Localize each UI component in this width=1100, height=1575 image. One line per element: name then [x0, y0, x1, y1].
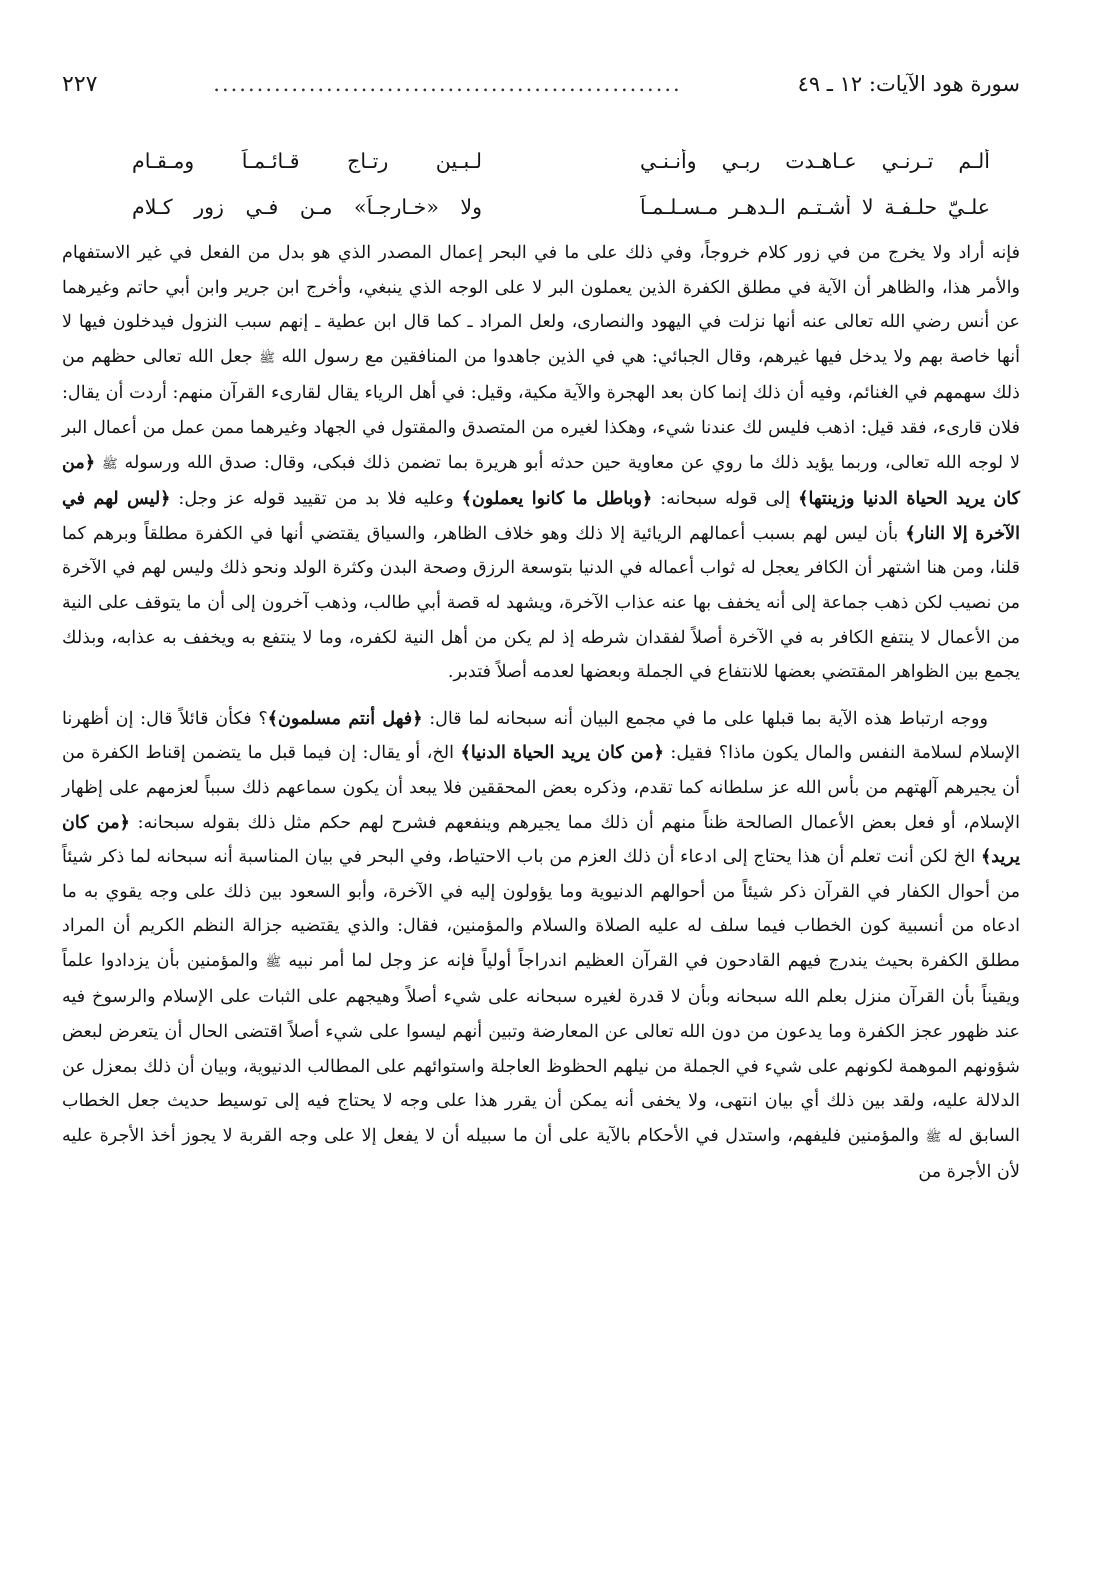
quran-quote: ﴿من كان يريد﴾ — [62, 811, 1020, 868]
body-text — [62, 236, 1020, 1190]
text-run: والمؤمنين بأن يزدادوا علماً ويقيناً بأن القرآن منزل بعلم الله سبحانه وبأن لا قدرة لغيره سبحانه على شيء أصلاً وهيجهم على الثبات على الإسلام والرسوخ فيه عند ظهور عجز الكفرة وما يدعون من دون الله تعالى عن المعارضة وتبين أنهم ليسوا على شيء أصلاً اقتضى الحال أن يتعرض لبعض شؤونهم الموهمة لكونهم على شيء في الجملة من نيلهم الحظوظ العاجلة واستوائهم على المطالب الدنيوية، وبيان أن ذلك بمعزل عن الدلالة عليه، ولقد بين ذلك أي بيان انتهى، ولا يخفى أنه يمكن أن يقرر هذا على وجه لا يحتاج فيه إلى توسيط حديث جعل الخطاب السابق له — [62, 950, 1021, 1146]
chapter-title: سورة هود الآيات: ١٢ ـ ٤٩ — [797, 72, 1020, 96]
verse-2-second-hemistich: ولا «خـارجـاً» مـن فـي زور كـلام — [132, 195, 482, 219]
verse-2-first-hemistich: علـيّ حلـفـة لا أشـتـم الـدهـر مـسـلـمـاً — [640, 195, 990, 219]
text-run: إلى قوله سبحانه: — [660, 489, 791, 510]
page-number: ٢٢٧ — [62, 72, 98, 97]
verse-1-second-hemistich: لـبـين رتـاج قـائـمـاً ومـقـام — [132, 149, 482, 173]
salutation-symbol: ﷺ — [259, 350, 275, 366]
quran-quote: ﴿وباطل ما كانوا يعملون﴾ — [461, 488, 653, 510]
text-run: وعليه فلا بد من تقييد قوله عز وجل: — [178, 489, 454, 510]
verse-1-first-hemistich: ألـم تـرنـي عـاهـدت ربـي وأنـنـي — [640, 149, 990, 173]
poem — [62, 138, 1020, 230]
quran-quote: ﴿من كان يريد الحياة الدنيا وزينتها﴾ — [62, 451, 1021, 510]
verse-1 — [62, 138, 1020, 184]
text-run: ووجه ارتباط هذه الآية بما قبلها على ما في مجمع البيان أنه سبحانه لما قال: — [429, 708, 988, 729]
quran-quote: ﴿ليس لهم في الآخرة إلا النار﴾ — [62, 488, 1021, 544]
running-header — [62, 72, 1020, 112]
text-run: جعل الله تعالى حظهم من ذلك سهمهم في الغنائم، وفيه أن ذلك إنما كان بعد الهجرة والآية مكية، وقيل: في أهل الرياء يقال لقارىء القرآن منهم: أردت أن يقال: فلان قارىء، فقد قيل: اذهب فليس لك عندنا شيء، وهكذا لغيره من المتصدق والمقتول في الجهاد وغيرهما ممن عمل من أعمال البر لا لوجه الله تعالى، وربما يؤيد ذلك ما روي عن معاوية حين حدثه أبو هريرة بما تضمن ذلك فبكى، وقال: صدق الله ورسوله — [62, 346, 1021, 473]
paragraph-1 — [62, 236, 1020, 690]
quran-quote: ﴿فهل أنتم مسلمون﴾ — [267, 707, 423, 729]
verse-2 — [62, 184, 1020, 230]
quran-quote: ﴿من كان يريد الحياة الدنيا﴾ — [460, 742, 664, 764]
paragraph-2 — [62, 702, 1020, 1190]
text-run: الخ لكن أنت تعلم أن هذا يحتاج إلى ادعاء أن ذلك العزم من باب الاحتياط، وفي البحر في بيان المناسبة أنه سبحانه لما ذكر شيئاً من أحوال الكفار في القرآن ذكر شيئاً من أحوالهم الدنيوية وما يؤولون إليه في الآخرة، وأبو السعود بين ذلك على وجه يقوي به ما ادعاه من أنسبية كون الخطاب فيما سلف له عليه الصلاة والسلام والمؤمنين، فقال: والذي يقتضيه جزالة النظم الكريم أن المراد مطلق الكفرة بحيث يندرج فيهم القادحون في القرآن العظيم اندراجاً أولياً فإنه عز وجل لما أمر نبيه — [62, 847, 1021, 971]
text-run: الخ، أو يقال: إن فيما قبل ما يتضمن إقناط الكفرة من أن يجيرهم آلهتهم من بأس الله عز سلطانه كما تقدم، وذكره بعض المحققين فلا يبعد أن يكون سماعهم ذلك سبباً لعزمهم على إظهار الإسلام، أو فعل بعض الأعمال الصالحة ظناً منهم أن ذلك مما يجيرهم وينفعهم فشرح لهم حكم مثل ذلك بقوله سبحانه: — [62, 743, 1020, 833]
book-page — [62, 72, 1020, 1190]
text-run: فإنه أراد ولا يخرج من في زور كلام خروجاً، وفي ذلك على ما في البحر إعمال المصدر الذي هو بدل من الفعل في غير الاستفهام والأمر هذا، والظاهر أن الآية في مطلق الكفرة الذين يعملون البر لا على الوجه الذي ينبغي، وأخرج ابن جرير وابن أبي حاتم وغيرهما عن أنس رضي الله تعالى عنه أنها نزلت في اليهود والنصارى، ولعل المراد ـ كما قال ابن عطية ـ إنهم سبب النزول فيدخلون فيها لا أنها خاصة بهم ولا يدخل فيها غيرهم، وقال الجبائي: هي في الذين جاهدوا من المنافقين مع رسول الله — [62, 243, 1021, 367]
text-run: ؟ فكأن قائلاً قال: إن أظهرنا الإسلام لسلامة النفس والمال يكون ماذا؟ فقيل: — [62, 708, 1021, 764]
text-run: والمؤمنين فليفهم، واستدل في الأحكام بالآية على أن ما سبيله أن لا يفعل إلا على وجه القربة لا يجوز أخذ الأجرة عليه لأن الأجرة من — [62, 1125, 1020, 1183]
text-run: بأن ليس لهم بسبب أعمالهم الريائية إلا ذلك وهو خلاف الظاهر، والسياق يقتضي أنها في الكفرة مطلقاً وبرهم كما قلنا، ومن هنا اشتهر أن الكافر يعجل له ثواب أعماله في الدنيا بتوسعة الرزق وصحة البدن وكثرة الولد ونحو ذلك وليس لهم في الآخرة من نصيب لكن ذهب جماعة إلى أنه يخفف بها عنه عذاب الآخرة، ويشهد له قصة أبي طالب، وذهب آخرون إلى أن ما يتوقف على النية من الأعمال لا ينتفع الكافر به في الآخرة أصلاً لفقدان شرطه إذ لم يكن من أهل النية لكفره، وما لا ينتفع به ويخفف به عذابه، وبذلك يجمع بين الظواهر المقتضي بعضها للانتفاع في الجملة وبعضها لعدمه أصلاً فتدبر. — [62, 523, 1020, 683]
salutation-symbol: ﷺ — [265, 954, 282, 970]
leader-dots: ...................................................... — [213, 72, 682, 96]
salutation-symbol: ﷺ — [925, 1129, 942, 1145]
salutation-symbol: ﷺ — [101, 456, 118, 472]
